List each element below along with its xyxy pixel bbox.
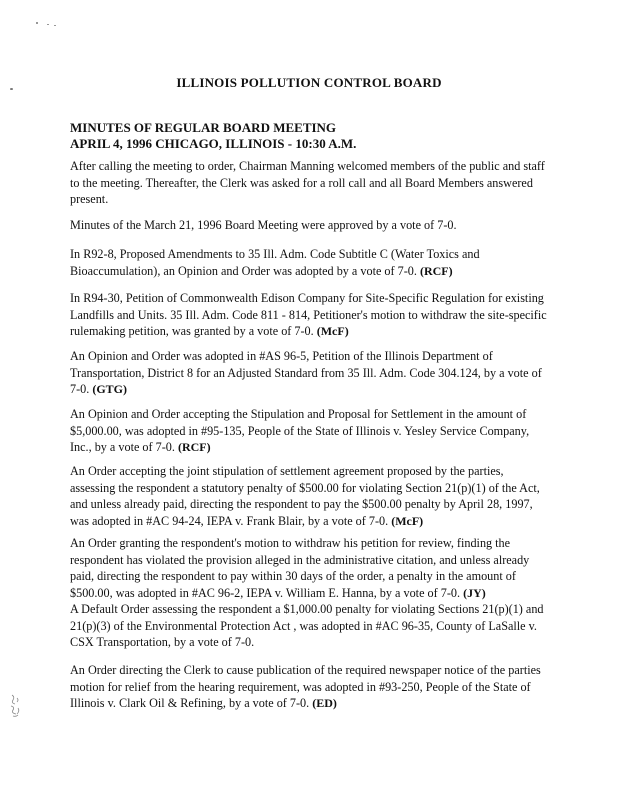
paragraph-r92-8 bbox=[70, 246, 550, 279]
paragraph-opening bbox=[70, 158, 550, 208]
paragraph-text: An Order directing the Clerk to cause publication of the required newspaper notice of the parties motion for relief from the hearing requirement, was adopted in #93-250, People of the State of Illinois v. Clark Oil & Refining, by a vote of 7-0. bbox=[70, 663, 541, 710]
margin-handwriting-mark bbox=[8, 692, 28, 720]
board-title: ILLINOIS POLLUTION CONTROL BOARD bbox=[176, 75, 442, 90]
member-code: (ED) bbox=[312, 696, 337, 710]
scan-speck bbox=[47, 24, 49, 25]
paragraph-minutes-approval bbox=[70, 217, 550, 234]
paragraph-text: A Default Order assessing the respondent a $1,000.00 penalty for violating Sections 21(p)(1) and 21(p)(3) of the Environmental Protection Act , was adopted in #AC 96-35, County of LaSalle v. CSX Transportation, by a vote of 7-0. bbox=[70, 602, 544, 649]
paragraph-text: An Opinion and Order accepting the Stipulation and Proposal for Settlement in the amount of $5,000.00, was adopted in #95-135, People of the State of Illinois v. Yesley Service Company, Inc., by a vote of 7-0. bbox=[70, 407, 530, 454]
member-code: (GTG) bbox=[92, 382, 128, 396]
paragraph-ac-96-2 bbox=[70, 535, 550, 601]
meeting-heading bbox=[70, 120, 356, 152]
member-code: (McF) bbox=[391, 513, 424, 528]
paragraph-text: After calling the meeting to order, Chairman Manning welcomed members of the public and staff to the meeting. Thereafter, the Clerk was asked for a roll call and all Board Members answered present. bbox=[70, 159, 545, 206]
paragraph-93-250 bbox=[70, 662, 550, 712]
paragraph-95-135 bbox=[70, 406, 550, 456]
member-code: (RCF) bbox=[177, 440, 211, 454]
paragraph-text: An Order accepting the joint stipulation of settlement agreement proposed by the parties, assessing the respondent a statutory penalty of $500.00 for violating Section 21(p)(1) of the Act, and unless already paid, directing the respondent to pay the $500.00 penalty by April 28, 1997, was adopted in #AC 94-24, IEPA v. Frank Blair, by a vote of 7-0. bbox=[70, 464, 540, 528]
paragraph-as-96-5 bbox=[70, 348, 550, 398]
scan-speck bbox=[36, 22, 38, 24]
paragraph-ac-96-35 bbox=[70, 601, 550, 651]
meeting-type: MINUTES OF REGULAR BOARD MEETING bbox=[70, 120, 337, 135]
member-code: (McF) bbox=[316, 324, 349, 338]
paragraph-text: An Opinion and Order was adopted in #AS 96-5, Petition of the Illinois Department of Transportation, District 8 for an Adjusted Standard from 35 Ill. Adm. Code 304.124, by a vote of 7-0. bbox=[70, 349, 542, 396]
paragraph-text: Minutes of the March 21, 1996 Board Meeting were approved by a vote of 7-0. bbox=[70, 218, 457, 232]
paragraph-ac-94-24 bbox=[70, 463, 550, 529]
meeting-date-location: APRIL 4, 1996 CHICAGO, ILLINOIS - 10:30 A.M. bbox=[70, 136, 357, 151]
member-code: (RCF) bbox=[419, 263, 453, 278]
paragraph-text: In R94-30, Petition of Commonwealth Edison Company for Site-Specific Regulation for existing Landfills and Units. 35 Ill. Adm. Code 811 - 814, Petitioner's motion to withdraw the site-specific rulemaking petition, was granted by a vote of 7-0. bbox=[70, 291, 547, 338]
member-code: (JY) bbox=[463, 585, 486, 600]
paragraph-text: An Order granting the respondent's motion to withdraw his petition for review, finding the respondent has violated the provision alleged in the administrative citation, and unless already paid, directing the respondent to pay within 30 days of the order, a penalty in the amount of $500.00, was adopted in #AC 96-2, IEPA v. William E. Hanna, by a vote of 7-0. bbox=[70, 536, 530, 600]
paragraph-text: In R92-8, Proposed Amendments to 35 Ill. Adm. Code Subtitle C (Water Toxics and Bioaccumulation), an Opinion and Order was adopted by a vote of 7-0. bbox=[70, 247, 480, 278]
scan-speck bbox=[54, 25, 56, 26]
paragraph-r94-30 bbox=[70, 290, 550, 340]
